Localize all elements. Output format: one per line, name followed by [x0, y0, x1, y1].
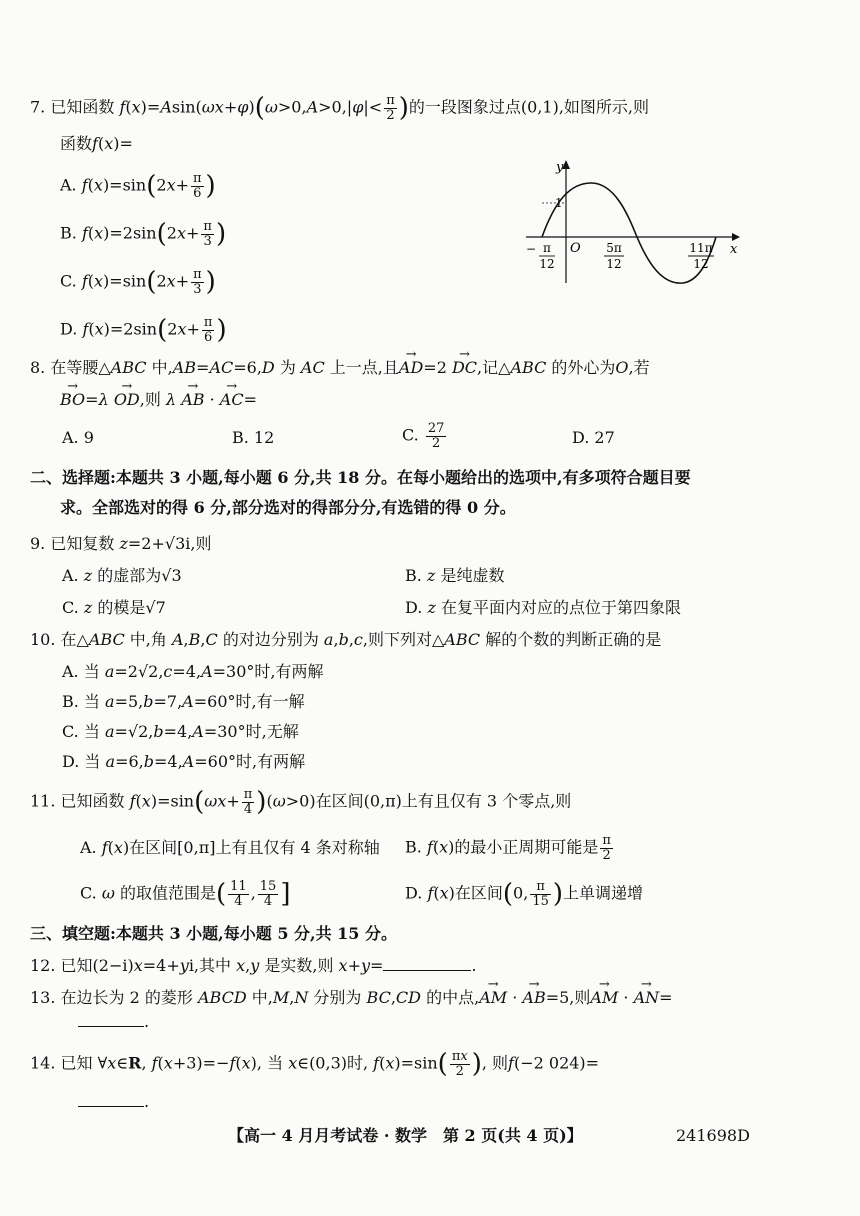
svg-text:12: 12: [539, 257, 555, 271]
x-tick-neg-pi-12: [526, 241, 555, 271]
q7-option-d: D. f(x)=2sin(2x+ $\frac{\pi}{6}$ ): [60, 315, 227, 346]
q8-stem-line2: → BO=λ → OD,则 λ → AB · → AC=: [60, 392, 257, 408]
q8-option-b: B. 12: [232, 428, 275, 447]
q7-stem-line1: 7. 已知函数 f(x)=Asin(ωx+φ)(ω>0,A>0,|φ|< $\frac{\pi}{2}$ )的一段图象过点(0,1),如图所示,则: [30, 93, 649, 124]
svg-text:11π: 11π: [689, 241, 713, 255]
q8-option-c: C. $\frac{27}{2}$: [402, 421, 445, 451]
q10-option-b: B. 当 a=5,b=7,A=60°时,有一解: [62, 692, 305, 711]
q14-answer-line: .: [78, 1092, 149, 1110]
svg-text:12: 12: [693, 257, 709, 271]
q13-text: 13. 在边长为 2 的菱形 ABCD 中,M,N 分别为 BC,CD 的中点,→ AM · → AB=5,则→ AM · → AN=: [30, 990, 673, 1006]
q7-option-a: A. f(x)=sin(2x+ $\frac{\pi}{6}$ ): [60, 171, 216, 202]
q9-option-a: A. z 的虚部为√3: [62, 566, 182, 585]
page-footer-title: 【高一 4 月月考试卷 · 数学 第 2 页(共 4 页)】: [228, 1126, 583, 1145]
q7-option-c: C. f(x)=sin(2x+ $\frac{\pi}{3}$ ): [60, 267, 216, 298]
svg-text:π: π: [543, 241, 551, 255]
svg-text:12: 12: [606, 257, 622, 271]
x-tick-5pi-12: [604, 241, 624, 271]
q10-option-a: A. 当 a=2√2,c=4,A=30°时,有两解: [62, 662, 324, 681]
q9-stem: 9. 已知复数 z=2+√3i,则: [30, 534, 212, 553]
q9-option-c: C. z 的模是√7: [62, 598, 166, 617]
q9-option-b: B. z 是纯虚数: [405, 566, 505, 585]
section3-heading: 三、填空题:本题共 3 小题,每小题 5 分,共 15 分。: [30, 924, 398, 943]
q10-option-c: C. 当 a=√2,b=4,A=30°时,无解: [62, 722, 299, 741]
q13-answer-blank[interactable]: [78, 1012, 144, 1027]
q12-text: 12. 已知(2−i)x=4+yi,其中 x,y 是实数,则 x+y= .: [30, 956, 477, 975]
q11-option-a: A. f(x)在区间[0,π]上有且仅有 4 条对称轴: [80, 838, 380, 857]
x-tick-11pi-12: [688, 241, 714, 271]
q14-answer-blank[interactable]: [78, 1092, 144, 1107]
q7-sine-graph: [520, 155, 750, 285]
q14-text: 14. 已知 ∀x∈R, f(x+3)=−f(x), 当 x∈(0,3)时, f(x)=sin( $\frac{\pi x}{2}$ ), 则f(−2 024)=: [30, 1049, 600, 1080]
sine-curve: [542, 183, 716, 283]
q8-stem-line1: 8. 在等腰△ABC 中,AB=AC=6,D 为 AC 上一点,且→ AD=2 → DC,记△ABC 的外心为O,若: [30, 360, 650, 376]
q11-option-d: D. f(x)在区间(0, $\frac{\pi}{15}$ )上单调递增: [405, 879, 644, 910]
x-axis-arrow: [732, 233, 740, 241]
q7-stem-line2: 函数f(x)=: [60, 134, 133, 153]
section2-heading-line1: 二、选择题:本题共 3 小题,每小题 6 分,共 18 分。在每小题给出的选项中,有多项符合题目要: [30, 468, 691, 487]
q10-stem: 10. 在△ABC 中,角 A,B,C 的对边分别为 a,b,c,则下列对△ABC 解的个数的判断正确的是: [30, 630, 662, 649]
x-axis-label: x: [730, 242, 738, 257]
q13-answer-line: .: [78, 1012, 149, 1030]
page-footer-code: 241698D: [676, 1126, 750, 1145]
q7-option-b: B. f(x)=2sin(2x+ $\frac{\pi}{3}$ ): [60, 219, 227, 250]
q8-option-d: D. 27: [572, 428, 615, 447]
y-axis-label: y: [556, 160, 564, 175]
q12-answer-blank[interactable]: [383, 956, 471, 971]
q9-option-d: D. z 在复平面内对应的点位于第四象限: [405, 598, 681, 617]
origin-label: O: [570, 241, 581, 256]
q11-option-c: C. ω 的取值范围是( $\frac{11}{4}$ , $\frac{15}{4}$ ]: [80, 879, 291, 910]
y-tick-1: 1: [555, 196, 563, 210]
q11-stem: 11. 已知函数 f(x)=sin(ωx+ $\frac{\pi}{4}$ )(ω>0)在区间(0,π)上有且仅有 3 个零点,则: [30, 787, 572, 818]
section2-heading-line2: 求。全部选对的得 6 分,部分选对的得部分分,有选错的得 0 分。: [60, 498, 516, 517]
q11-option-b: B. f(x)的最小正周期可能是 $\frac{\pi}{2}$: [405, 833, 611, 863]
q8-option-a: A. 9: [62, 428, 94, 447]
svg-text:−: −: [526, 242, 537, 256]
q10-option-d: D. 当 a=6,b=4,A=60°时,有两解: [62, 752, 306, 771]
svg-text:5π: 5π: [606, 241, 622, 255]
